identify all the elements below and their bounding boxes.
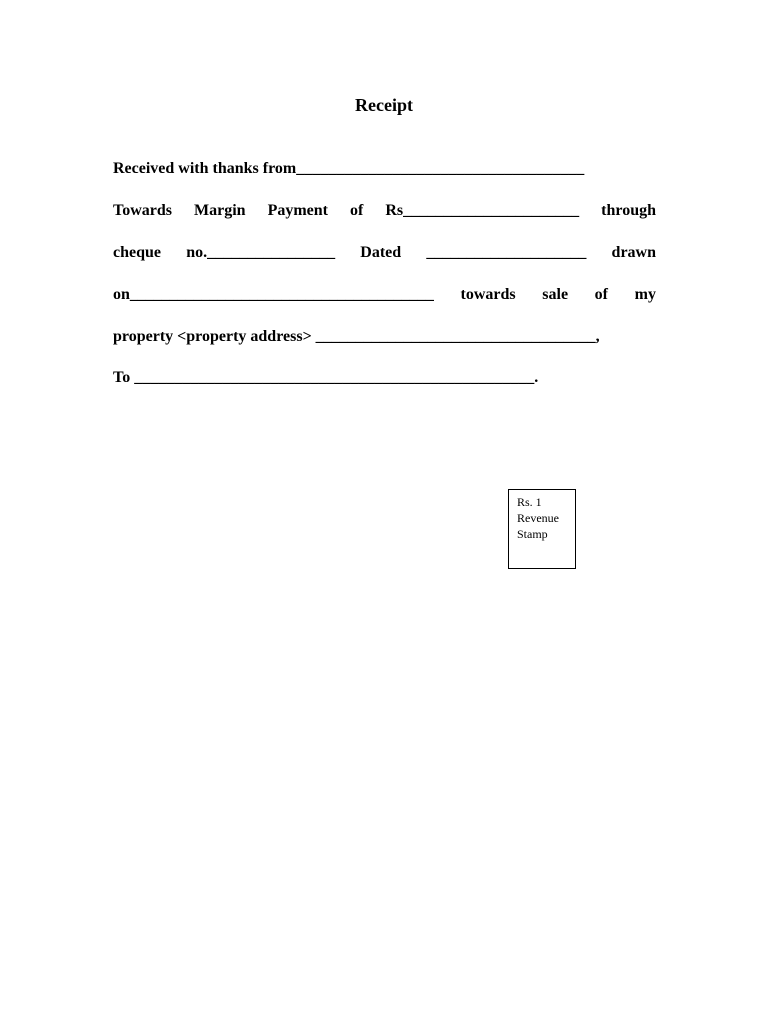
word: Towards — [113, 202, 172, 219]
to-line — [113, 368, 656, 388]
received-from-text: Received with thanks from____________________________________ — [113, 160, 585, 177]
cheque-number-blank: no.________________ — [186, 244, 336, 261]
stamp-line: Revenue — [517, 511, 559, 525]
word: Margin — [194, 202, 246, 219]
revenue-stamp-box — [508, 489, 576, 569]
word: through — [601, 202, 656, 219]
word: Payment — [267, 202, 328, 219]
amount-blank: Rs______________________ — [385, 202, 580, 219]
property-line — [113, 327, 656, 347]
date-blank: ____________________ — [426, 244, 587, 261]
stamp-line: Rs. 1 — [517, 495, 542, 509]
word: towards — [460, 286, 516, 303]
word: drawn — [611, 244, 656, 261]
page-title: Receipt — [355, 95, 413, 115]
bank-blank: on______________________________________ — [113, 286, 434, 303]
drawn-on-line — [113, 285, 656, 305]
cheque-line — [113, 243, 656, 263]
word: my — [634, 286, 656, 303]
word: cheque — [113, 244, 161, 261]
received-from-line — [113, 159, 656, 179]
word: sale — [542, 286, 569, 303]
property-text: property <property address> ___________________________________, — [113, 328, 600, 345]
word: of — [594, 286, 608, 303]
stamp-line: Stamp — [517, 527, 548, 541]
word: Dated — [360, 244, 402, 261]
word: of — [350, 202, 364, 219]
to-text: To __________________________________________________. — [113, 369, 539, 386]
towards-payment-line — [113, 201, 656, 221]
